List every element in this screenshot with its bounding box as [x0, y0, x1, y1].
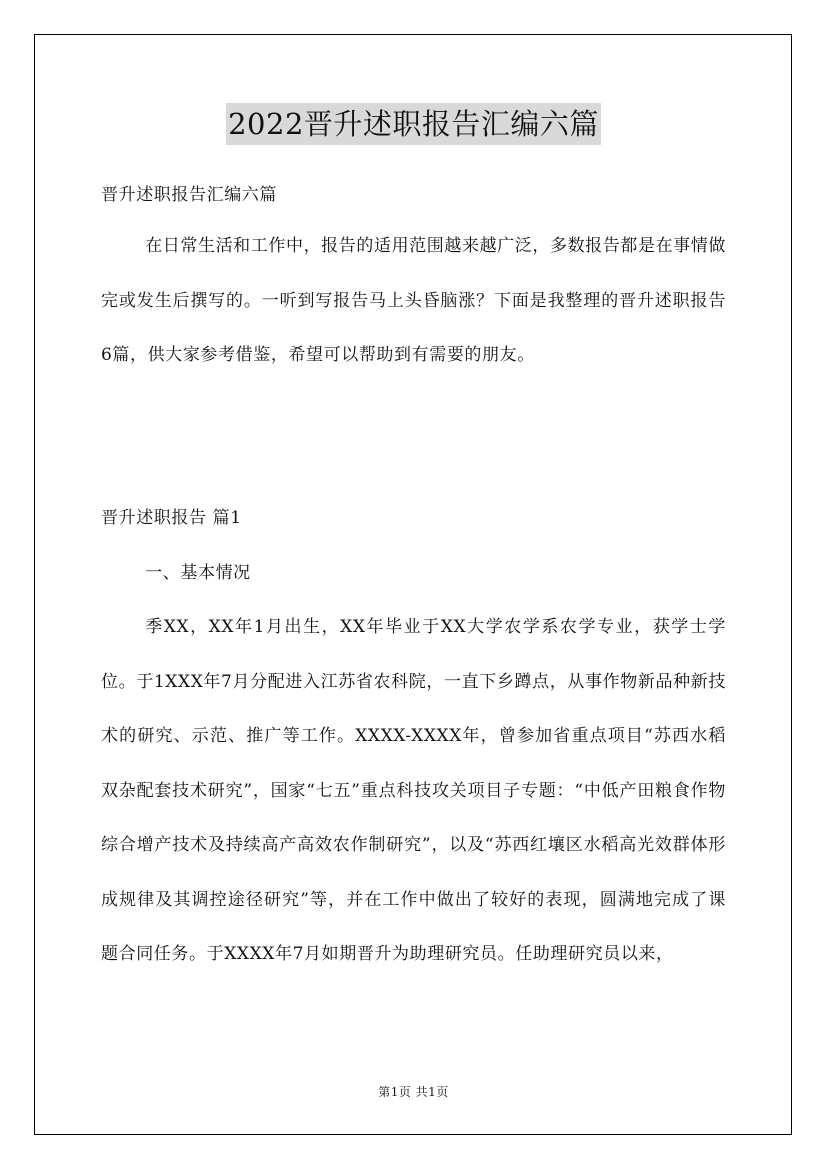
document-title-text: 2022晋升述职报告汇编六篇 [226, 103, 601, 145]
document-subtitle: 晋升述职报告汇编六篇 [101, 185, 277, 205]
document-title [0, 103, 827, 145]
page-footer: 第1页 共1页 [378, 1085, 449, 1099]
report-1-heading: 晋升述职报告 篇1 [101, 508, 242, 528]
intro-paragraph: 在日常生活和工作中，报告的适用范围越来越广泛，多数报告都是在事情做完或发生后撰写的。一听到写报告马上头昏脑涨？下面是我整理的晋升述职报告6篇，供大家参考借鉴，希望可以帮助到有需要的朋友。 [101, 236, 726, 365]
section-1-heading: 一、基本情况 [145, 563, 251, 583]
basic-info-paragraph: 季XX，XX年1月出生，XX年毕业于XX大学农学系农学专业，获学士学位。于1XXX年7月分配进入江苏省农科院，一直下乡蹲点，从事作物新品种新技术的研究、示范、推广等工作。XXXX-XXXX年，曾参加省重点项目“苏西水稻双杂配套技术研究”，国家“七五”重点科技攻关项目子专题：“中低产田粮食作物综合增产技术及持续高产高效农作制研究”，以及“苏西红壤区水稻高光效群体形成规律及其调控途径研究”等，并在工作中做出了较好的表现，圆满地完成了课题合同任务。于XXXX年7月如期晋升为助理研究员。任助理研究员以来， [101, 617, 726, 964]
